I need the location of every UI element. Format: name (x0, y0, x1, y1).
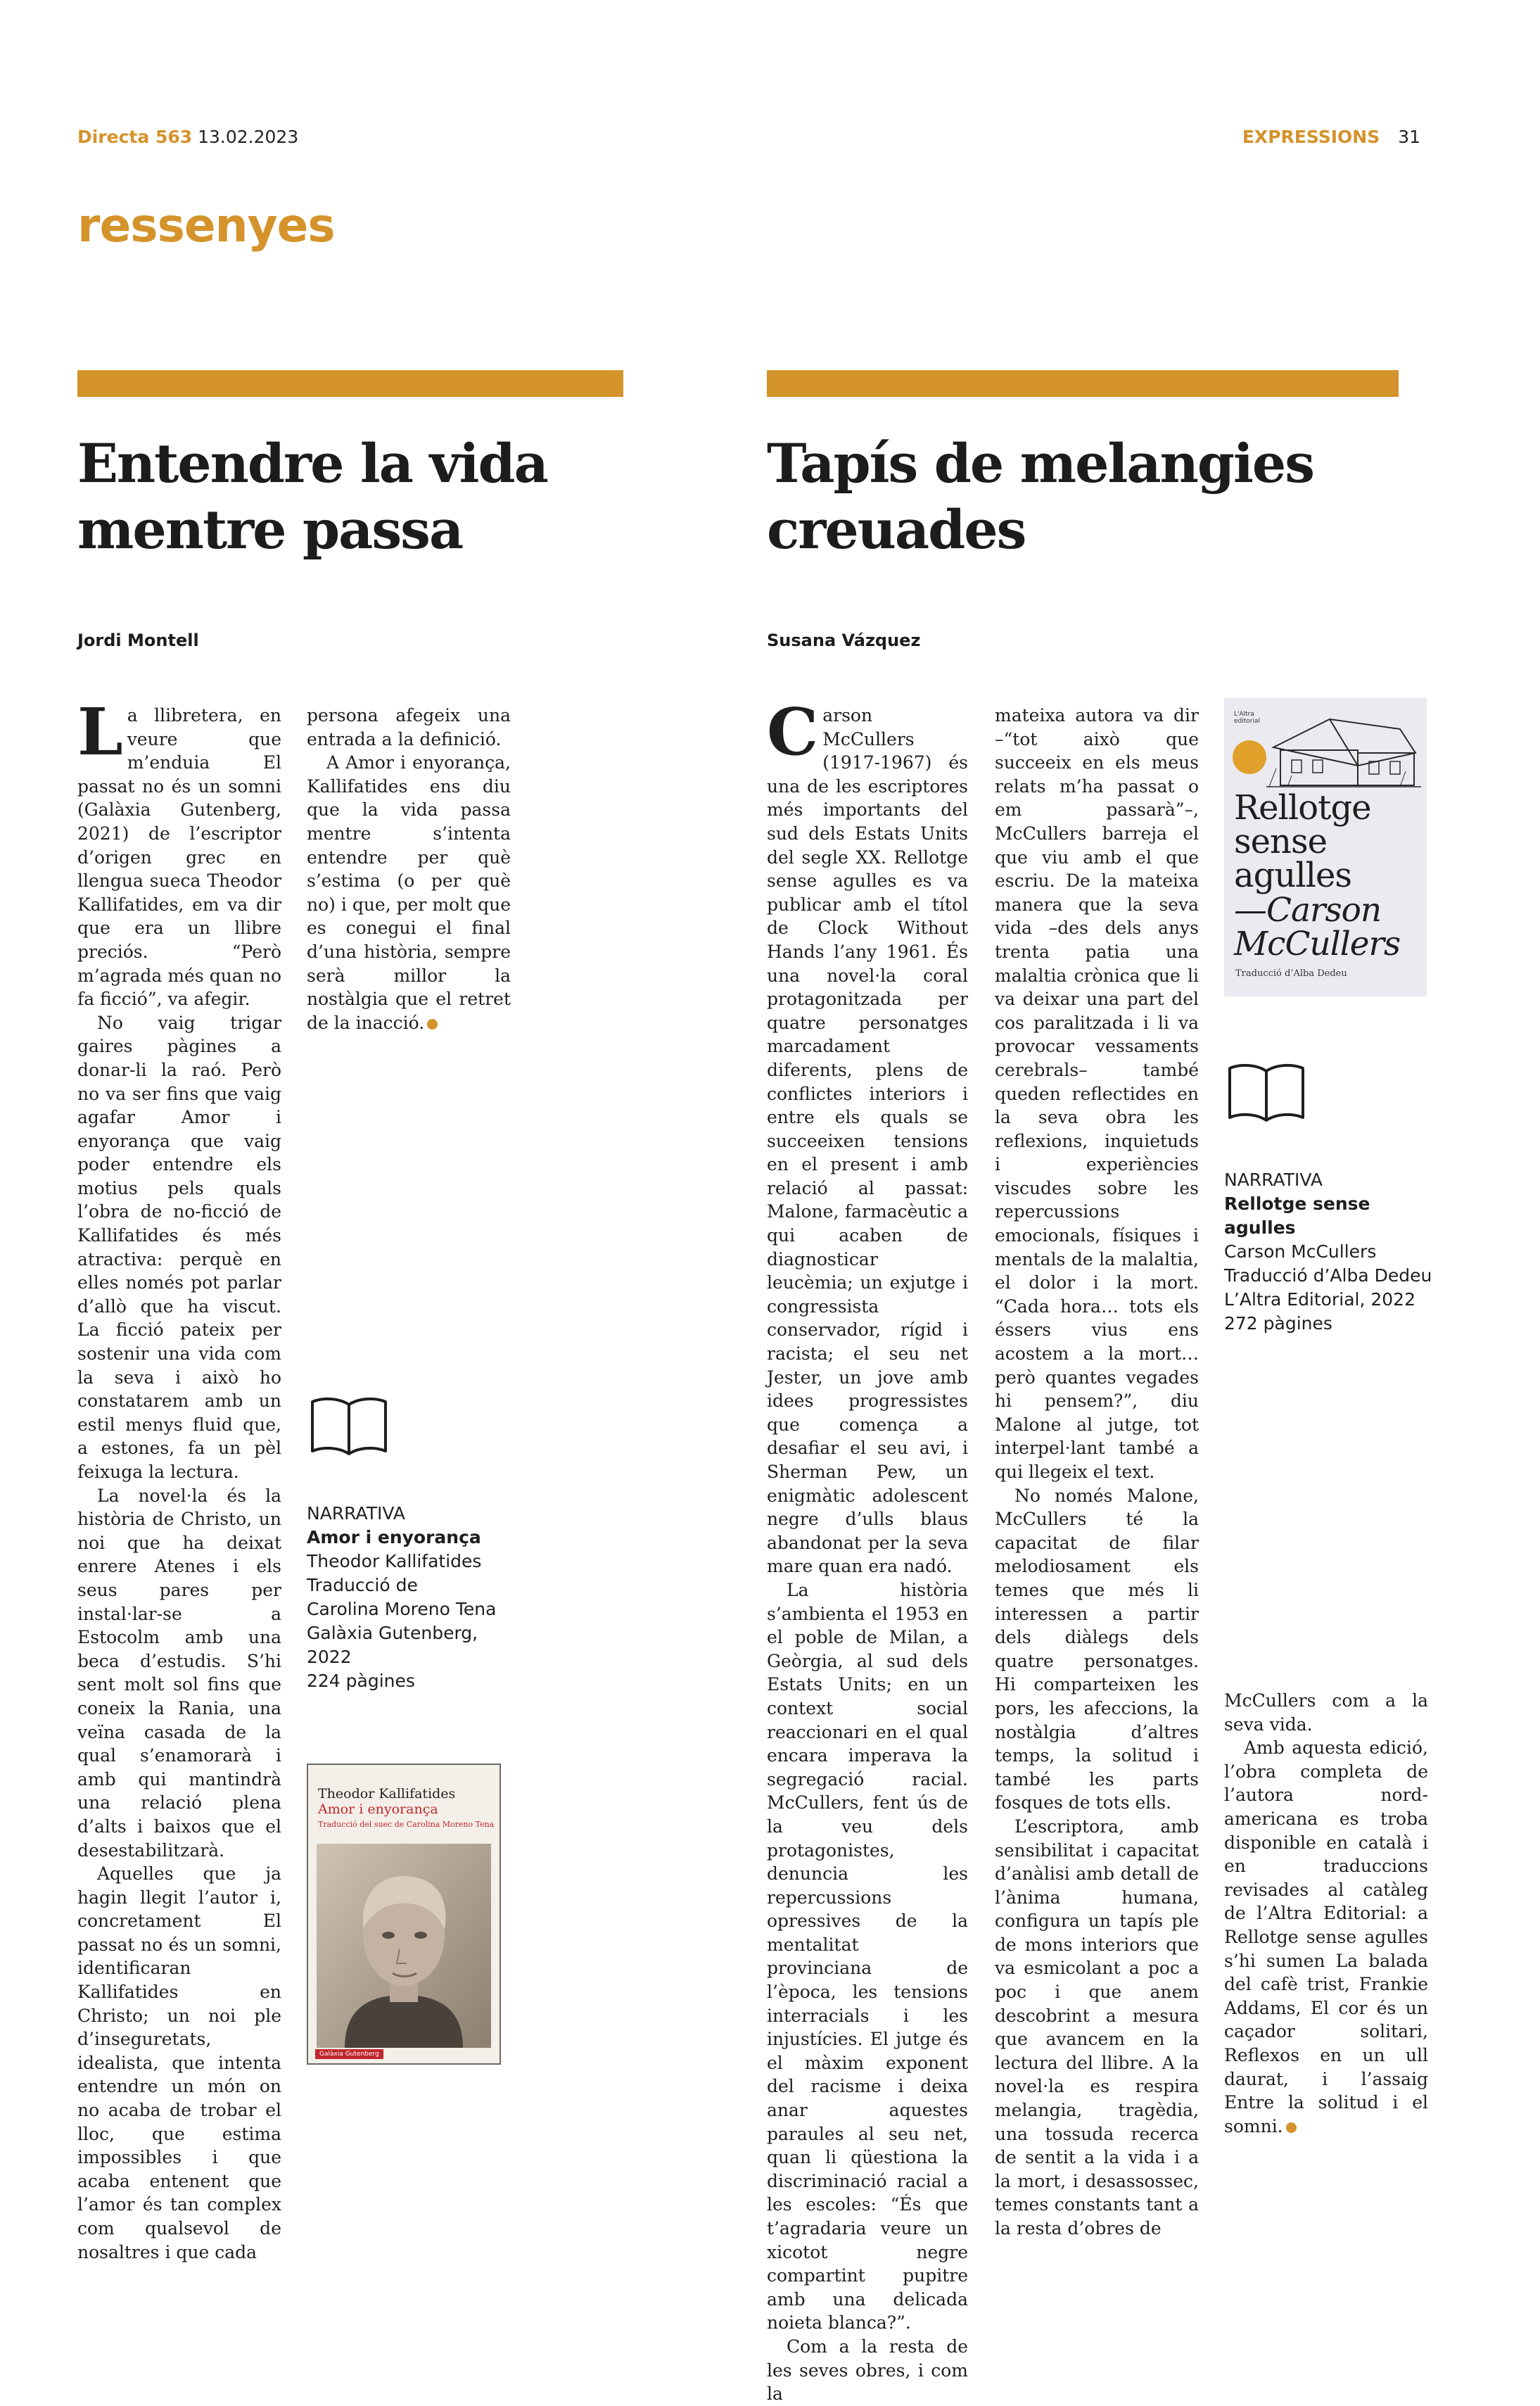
review2-paragraph: La història s’ambienta el 1953 en el poble de Milan, a Geòrgia, al sud dels Estats Units; en un context social reaccionari en el qual encara imperava la segregació racial. McCullers, fent ús de la veu dels protagonistes, denuncia les repercussions opressives de la mentalitat provinciana de l’època, les tensions interracials i les injustícies. El jutge és el màxim exponent del racisme i deixa anar aquestes paraules al seu net, quan li qüestiona la discriminació racial a les escoles: “És que t’agradaria veure un xicotot negre compartint pupitre amb una delicada noieta blanca?”. (767, 1579, 968, 2334)
open-book-icon (307, 1395, 391, 1458)
book-genre: NARRATIVA (1224, 1170, 1323, 1190)
review2-paragraph: L’escriptora, amb sensibilitat i capacitat d’anàlisi amb detall de l’ànima humana, configura un tapís ple de mons interiors que va esmicolant a poc a poc i que anem descobrint a mesura que avancem en la lectura del llibre. A la novel·la es respira melangia, tragèdia, una tossuda recerca de sentit a la vida i a la mort, i desassossec, temes constants tant a la resta d’obres de (995, 1816, 1199, 2239)
review1-drop-cap: L (77, 694, 123, 770)
review2-column-3 (1224, 1689, 1428, 2136)
book-publisher: Galàxia Gutenberg, (307, 1623, 478, 1643)
book-author: Theodor Kallifatides (307, 1551, 482, 1571)
review1-book-info (307, 1502, 518, 1693)
cover-portrait-photo (317, 1844, 491, 2048)
book-year: 2022 (307, 1647, 352, 1667)
review1-paragraph: No vaig trigar gaires pàgines a donar-li la raó. Però no va ser fins que vaig agafar Amor i enyorança que vaig poder entendre els motius pels quals l’obra de no-ficció de Kallifatides és més atractiva: perquè en elles només pot parlar d’allò que ha viscut. La ficció pateix per sostenir una vida com la seva i això ho constatarem amb un estil menys fluid que, a estones, fa un pèl feixuga la lectura. (77, 1012, 281, 1482)
cover-translation: Traducció d’Alba Dedeu (1235, 968, 1347, 979)
review2-column-1 (767, 694, 968, 2405)
book-pages: 272 pàgines (1224, 1313, 1332, 1334)
review2-accent-bar (767, 370, 1399, 397)
review1-column-1 (77, 694, 281, 2262)
section-label: EXPRESSIONS (1242, 127, 1380, 147)
book-cover-rellotge-sense-agulles (1224, 698, 1427, 996)
end-mark-icon (427, 1019, 438, 1030)
review2-headline-line1: Tapís de melangies (767, 432, 1314, 495)
page-number: 31 (1398, 127, 1420, 147)
review1-paragraph: Aquelles que ja hagin llegit l’autor i, concretament El passat no és un somni, identificaran Kallifatides en Christo; un noi ple d’inseguretats, idealista, que intenta entendre un món on no acaba de trobar el lloc, que estima impossibles i que acaba entenent que l’amor és tan complex com qualsevol de nosaltres i que cada (77, 1863, 281, 2262)
review1-headline-line2: mentre passa (77, 498, 463, 561)
review2-book-info (1224, 1168, 1435, 1336)
page-header-left (77, 127, 298, 147)
issue-date: 13.02.2023 (198, 127, 299, 147)
book-translation-label: Traducció de (307, 1575, 418, 1595)
review2-paragraph: Com a la resta de les seves obres, i com la (767, 2336, 968, 2405)
review2-paragraph: No només Malone, McCullers té la capacitat de filar melodiosament els temes que més li interessen a partir dels diàlegs dels quatre personatges. Hi comparteixen les pors, les afeccions, la nostàlgia d’altres temps, la solitud i també les parts fosques de tots ells. (995, 1485, 1199, 1813)
cover-author: Theodor Kallifatides (318, 1786, 456, 1802)
review1-paragraph: A Amor i enyorança, Kallifatides ens diu que la vida passa mentre s’intenta entendre per què s’estima (o per què no) i que, per molt que es conegui el final d’una història, sempre serà millor la nostàlgia que el retret de la inacció. (307, 752, 511, 1033)
review2-byline: Susana Vázquez (767, 631, 921, 650)
book-translator: Traducció d’Alba Dedeu (1224, 1265, 1432, 1286)
book-pages: 224 pàgines (307, 1671, 415, 1691)
review1-paragraph: persona afegeix una entrada a la definició. (307, 705, 511, 749)
book-author: Carson McCullers (1224, 1241, 1377, 1262)
cover-publisher-logo: L'Altra editorial (1234, 711, 1261, 725)
publication-name: Directa 563 (77, 127, 193, 147)
cover-title: Rellotge sense agulles (1234, 788, 1371, 895)
review2-headline-line2: creuades (767, 498, 1026, 561)
section-title: ressenyes (77, 198, 335, 253)
cover-publisher-badge: Galàxia Gutenberg (315, 2049, 383, 2059)
review2-paragraph: mateixa autora va dir –“tot això que succeeix en els meus relats m’ha passat o em passarà”–, McCullers barreja el que viu amb el que escriu. De la mateixa manera que la seva vida –des dels anys trenta patia una malaltia crònica que li va deixar una part del cos paralitzada i li va provocar vessaments cerebrals– també queden reflectides en la seva obra les reflexions, inquietuds i experiències viscudes sobre les repercussions emocionals, físiques i mentals de la malaltia, el dolor i la mort. “Cada hora… tots els éssers vius ens acostem a la mort… però quantes vegades hi pensem?”, diu Malone al jutge, tot interpel·lant també a qui llegeix el text. (995, 705, 1199, 1482)
book-translator: Carolina Moreno Tena (307, 1599, 497, 1619)
review2-paragraph: Amb aquesta edició, l’obra completa de l’autora nord-americana es troba disponible en català i en traduccions revisades al catàleg de l’Altra Editorial: a Rellotge sense agulles s’hi sumen La balada del cafè trist, Frankie Addams, El cor és un caçador solitari, Reflexos en un ull daurat, i l’assaig Entre la solitud i el somni. (1224, 1737, 1428, 2136)
cover-author: —Carson McCullers (1234, 891, 1401, 963)
cover-title: Amor i enyorança (318, 1802, 438, 1817)
review1-paragraph: La llibretera, en veure que m’enduia El passat no és un somni (Galàxia Gutenberg, 2021) de l’escriptor d’origen grec en llengua sueca Theodor Kallifatides, em va dir que era un llibre preciós. “Però m’agrada més quan no fa ficció”, va afegir. (77, 694, 281, 1010)
review1-headline (77, 431, 640, 563)
review2-column-2 (995, 704, 1199, 2239)
review1-paragraph: La novel·la és la història de Christo, un noi que ha deixat enrere Atenes i els seus pares per instal·lar-se a Estocolm amb una beca d’estudis. S’hi sent molt sol fins que coneix la Rania, una veïna casada de la qual s’enamorarà i amb qui mantindrà una relació plena d’alts i baixos que el desestabilitzarà. (77, 1485, 281, 1861)
open-book-icon (1224, 1061, 1309, 1125)
review2-paragraph: McCullers com a la seva vida. (1224, 1690, 1428, 1735)
book-publisher: L’Altra Editorial, 2022 (1224, 1289, 1415, 1310)
review1-accent-bar (77, 370, 623, 397)
review2-headline (767, 431, 1400, 563)
book-genre: NARRATIVA (307, 1503, 405, 1524)
end-mark-icon (1286, 2122, 1297, 2133)
book-cover-amor-i-enyoranca (307, 1764, 501, 2065)
book-title: Rellotge sense agulles (1224, 1193, 1370, 1238)
review2-drop-cap: C (767, 694, 819, 770)
review2-paragraph: Carson McCullers (1917-1967) és una de les escriptores més importants del sud dels Estats Units del segle XX. Rellotge sense agulles es va publicar amb el títol de Clock Without Hands l’any 1961. És una novel·la coral protagonitzada per quatre personatges marcadament diferents, plens de conflictes interiors i entre els quals se succeeixen tensions en el present i amb relació al passat: Malone, farmacèutic a qui acaben de diagnosticar leucèmia; un exjutge i congressista conservador, rígid i racista; el seu net Jester, un jove amb idees progressistes que comença a desafiar el seu avi, i Sherman Pew, un enigmàtic adolescent negre d’ulls blaus abandonat per la seva mare quan era nadó. (767, 694, 968, 1577)
review1-column-2 (307, 704, 511, 1033)
review1-headline-line1: Entendre la vida (77, 432, 547, 495)
page-header-right (1242, 127, 1420, 147)
review1-byline: Jordi Montell (77, 631, 199, 650)
book-title: Amor i enyorança (307, 1527, 481, 1547)
cover-translation: Traducció del suec de Carolina Moreno Tena (318, 1820, 495, 1829)
